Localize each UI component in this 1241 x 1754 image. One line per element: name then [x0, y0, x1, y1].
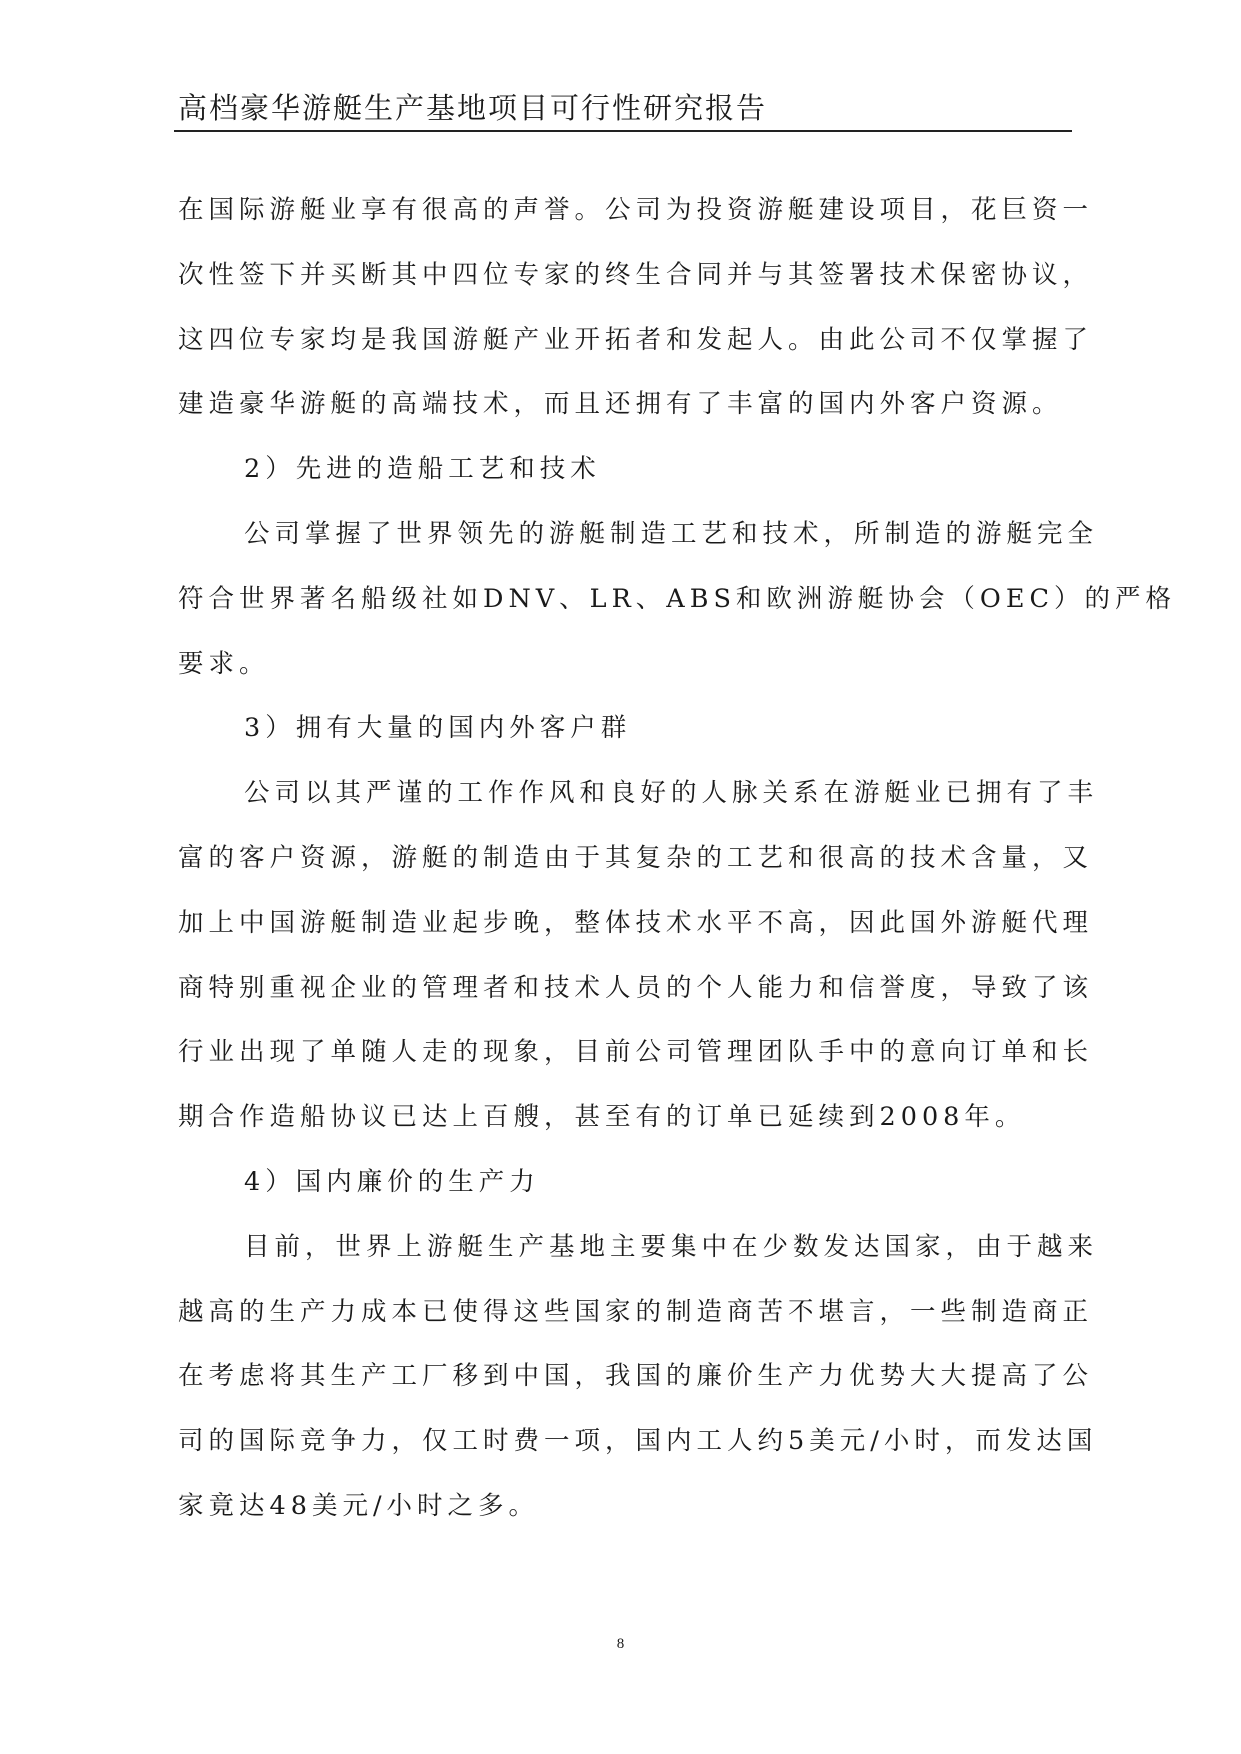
paragraph-5-line-3: 加上中国游艇制造业起步晚，整体技术水平不高，因此国外游艇代理 — [178, 907, 1094, 938]
paragraph-1-line-4: 建造豪华游艇的高端技术，而且还拥有了丰富的国内外客户资源。 — [178, 389, 1063, 420]
page-header-title: 高档豪华游艇生产基地项目可行性研究报告 — [178, 91, 768, 125]
paragraph-5-line-2: 富的客户资源，游艇的制造由于其复杂的工艺和很高的技术含量，又 — [178, 842, 1094, 873]
paragraph-7-line-2: 越高的生产力成本已使得这些国家的制造商苦不堪言，一些制造商正 — [178, 1296, 1094, 1327]
section-heading-2: 2）先进的造船工艺和技术 — [244, 454, 601, 485]
paragraph-5-line-5: 行业出现了单随人走的现象，目前公司管理团队手中的意向订单和长 — [178, 1037, 1094, 1068]
paragraph-3-line-2: 符合世界著名船级社如DNV、LR、ABS和欧洲游艇协会（OEC）的严格 — [178, 583, 1176, 614]
paragraph-7-line-3: 在考虑将其生产工厂移到中国，我国的廉价生产力优势大大提高了公 — [178, 1361, 1094, 1392]
paragraph-5-line-1: 公司以其严谨的工作作风和良好的人脉关系在游艇业已拥有了丰 — [244, 778, 1099, 809]
paragraph-3-line-3: 要求。 — [178, 648, 270, 679]
paragraph-3-line-1: 公司掌握了世界领先的游艇制造工艺和技术，所制造的游艇完全 — [244, 518, 1099, 549]
paragraph-1-line-3: 这四位专家均是我国游艇产业开拓者和发起人。由此公司不仅掌握了 — [178, 324, 1094, 355]
header-divider — [174, 130, 1072, 132]
paragraph-5-line-4: 商特别重视企业的管理者和技术人员的个人能力和信誉度，导致了该 — [178, 972, 1094, 1003]
paragraph-5-line-6: 期合作造船协议已达上百艘，甚至有的订单已延续到2008年。 — [178, 1102, 1026, 1133]
page-number: 8 — [616, 1636, 625, 1652]
paragraph-1-line-1: 在国际游艇业享有很高的声誉。公司为投资游艇建设项目，花巨资一 — [178, 195, 1094, 225]
paragraph-7-line-1: 目前，世界上游艇生产基地主要集中在少数发达国家，由于越来 — [244, 1231, 1099, 1262]
section-heading-4: 4）国内廉价的生产力 — [244, 1166, 540, 1197]
paragraph-1-line-2: 次性签下并买断其中四位专家的终生合同并与其签署技术保密协议， — [178, 259, 1094, 290]
paragraph-7-line-5: 家竟达48美元/小时之多。 — [178, 1490, 540, 1521]
section-heading-3: 3）拥有大量的国内外客户群 — [244, 713, 632, 744]
body-text — [178, 178, 1176, 1539]
paragraph-7-line-4: 司的国际竞争力，仅工时费一项，国内工人约5美元/小时，而发达国 — [178, 1426, 1098, 1457]
